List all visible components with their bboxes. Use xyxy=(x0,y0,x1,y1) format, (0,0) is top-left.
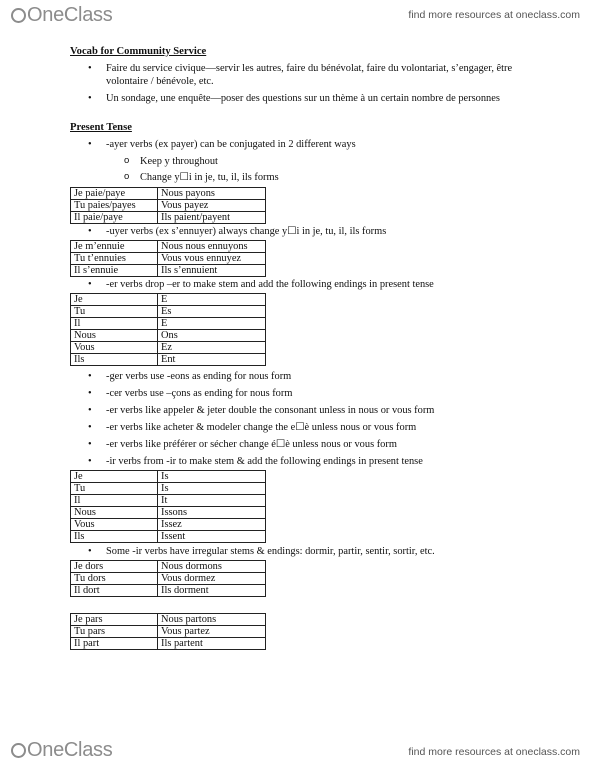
table-row xyxy=(71,294,266,306)
dormir-table xyxy=(70,560,266,597)
table-row xyxy=(71,471,266,483)
irregular-list xyxy=(70,545,540,558)
oneclass-logo[interactable] xyxy=(11,4,112,27)
table-row xyxy=(71,188,266,200)
table-cell: Issons xyxy=(158,507,266,519)
table-row xyxy=(71,354,266,366)
table-cell: Je xyxy=(71,294,158,306)
er-rules-list xyxy=(70,370,540,468)
table-cell: Nous nous ennuyons xyxy=(158,241,266,253)
table-row xyxy=(71,626,266,638)
table-cell: Il dort xyxy=(71,585,158,597)
table-cell: Il paie/paye xyxy=(71,212,158,224)
ayer-intro: • -ayer verbs (ex payer) can be conjugated in 2 different ways xyxy=(70,138,540,151)
table-row xyxy=(71,241,266,253)
table-cell: Nous xyxy=(71,507,158,519)
ayer-sub-item: o Change y☐i in je, tu, il, ils forms xyxy=(70,171,540,184)
table-cell: Ent xyxy=(158,354,266,366)
table-cell: Tu paies/payes xyxy=(71,200,158,212)
table-cell: E xyxy=(158,294,266,306)
table-row xyxy=(71,483,266,495)
irregular-intro: • Some -ir verbs have irregular stems & endings: dormir, partir, sentir, sortir, etc. xyxy=(70,545,540,558)
table-cell: E xyxy=(158,318,266,330)
vocab-item: • Un sondage, une enquête—poser des questions sur un thème à un certain nombre de personnes xyxy=(70,92,540,105)
table-cell: Je dors xyxy=(71,561,158,573)
oneclass-logo[interactable] xyxy=(11,739,112,762)
rule-item: • -er verbs like préférer or sécher change é☐è unless nous or vous form xyxy=(70,438,540,451)
table-cell: Ils partent xyxy=(158,638,266,650)
table-row xyxy=(71,585,266,597)
table-cell: Ils paient/payent xyxy=(158,212,266,224)
rule-item: • -ger verbs use -eons as ending for nous form xyxy=(70,370,540,383)
rule-item: • -er verbs like appeler & jeter double the consonant unless in nous or vous form xyxy=(70,404,540,417)
table-cell: Vous partez xyxy=(158,626,266,638)
present-tense-title: Present Tense xyxy=(70,122,132,133)
table-cell: Nous payons xyxy=(158,188,266,200)
table-row xyxy=(71,531,266,543)
table-cell: Il part xyxy=(71,638,158,650)
ayer-list xyxy=(70,138,540,151)
table-cell: Vous xyxy=(71,342,158,354)
vocab-list xyxy=(70,62,540,105)
table-cell: Vous payez xyxy=(158,200,266,212)
table-cell: Nous partons xyxy=(158,614,266,626)
logo-circle-icon xyxy=(11,743,26,758)
table-cell: Ils xyxy=(71,354,158,366)
ayer-table xyxy=(70,187,266,224)
table-cell: Is xyxy=(158,483,266,495)
table-row xyxy=(71,342,266,354)
ir-endings-table xyxy=(70,470,266,543)
table-cell: Tu xyxy=(71,306,158,318)
table-row xyxy=(71,330,266,342)
table-cell: Ons xyxy=(158,330,266,342)
vocab-item: • Faire du service civique—servir les autres, faire du bénévolat, faire du volontariat, s’engager, être volontaire / bénévole, etc. xyxy=(70,62,540,88)
table-row xyxy=(71,561,266,573)
page-footer xyxy=(0,737,595,767)
table-row xyxy=(71,573,266,585)
table-cell: Ils s’ennuient xyxy=(158,265,266,277)
table-row xyxy=(71,519,266,531)
rule-item: • -er verbs like acheter & modeler change the e☐è unless nous or vous form xyxy=(70,421,540,434)
table-row xyxy=(71,265,266,277)
er-endings-table xyxy=(70,293,266,366)
table-cell: Issent xyxy=(158,531,266,543)
table-cell: Is xyxy=(158,471,266,483)
table-row xyxy=(71,306,266,318)
table-cell: Vous dormez xyxy=(158,573,266,585)
table-cell: Tu pars xyxy=(71,626,158,638)
logo-text: OneClass xyxy=(27,739,113,761)
uyer-table xyxy=(70,240,266,277)
rule-item: • -ir verbs from -ir to make stem & add the following endings in present tense xyxy=(70,455,540,468)
table-cell: Ils xyxy=(71,531,158,543)
er-list xyxy=(70,278,540,291)
table-row xyxy=(71,507,266,519)
header-tagline[interactable]: find more resources at oneclass.com xyxy=(408,9,580,21)
table-cell: Je m’ennuie xyxy=(71,241,158,253)
logo-text: OneClass xyxy=(27,4,113,26)
table-row xyxy=(71,495,266,507)
table-cell: Il s’ennuie xyxy=(71,265,158,277)
table-cell: Vous vous ennuyez xyxy=(158,253,266,265)
er-intro: • -er verbs drop –er to make stem and add the following endings in present tense xyxy=(70,278,540,291)
table-row xyxy=(71,253,266,265)
ayer-sub-item: o Keep y throughout xyxy=(70,155,540,168)
table-cell: Nous dormons xyxy=(158,561,266,573)
table-cell: Vous xyxy=(71,519,158,531)
uyer-intro: • -uyer verbs (ex s’ennuyer) always change y☐i in je, tu, il, ils forms xyxy=(70,225,540,238)
table-cell: Nous xyxy=(71,330,158,342)
vocab-title: Vocab for Community Service xyxy=(70,46,207,57)
document-content xyxy=(70,46,540,650)
ayer-sublist xyxy=(70,155,540,184)
table-row xyxy=(71,614,266,626)
table-row xyxy=(71,638,266,650)
table-cell: Il xyxy=(71,495,158,507)
table-cell: Tu dors xyxy=(71,573,158,585)
table-cell: Es xyxy=(158,306,266,318)
table-row xyxy=(71,212,266,224)
table-cell: Tu xyxy=(71,483,158,495)
table-cell: Ils dorment xyxy=(158,585,266,597)
rule-item: • -cer verbs use –çons as ending for nous form xyxy=(70,387,540,400)
footer-tagline[interactable]: find more resources at oneclass.com xyxy=(408,746,580,758)
table-cell: Il xyxy=(71,318,158,330)
uyer-list xyxy=(70,225,540,238)
table-row xyxy=(71,200,266,212)
table-cell: Issez xyxy=(158,519,266,531)
table-cell: Je xyxy=(71,471,158,483)
logo-circle-icon xyxy=(11,8,26,23)
page-header xyxy=(0,0,595,30)
table-cell: It xyxy=(158,495,266,507)
table-row xyxy=(71,318,266,330)
partir-table xyxy=(70,613,266,650)
table-cell: Je pars xyxy=(71,614,158,626)
table-cell: Je paie/paye xyxy=(71,188,158,200)
table-cell: Ez xyxy=(158,342,266,354)
table-cell: Tu t’ennuies xyxy=(71,253,158,265)
